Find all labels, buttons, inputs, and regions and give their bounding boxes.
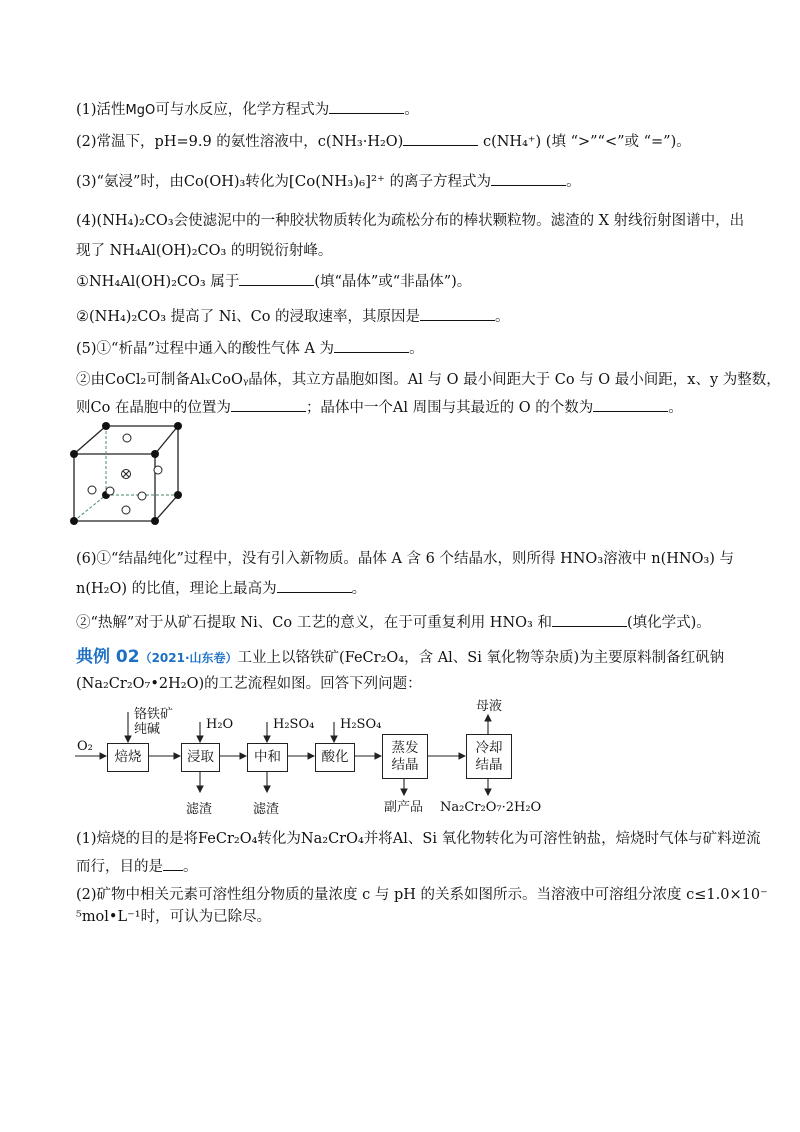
q2-line: (2)常温下，pH=9.9 的氨性溶液中，c(NH₃·H₂O) c(NH₄⁺) (填 “>”“<”或 “=”)。 bbox=[76, 131, 726, 153]
q5-sub1: (5)①“析晶”过程中通入的酸性气体 A 为 。 bbox=[76, 338, 726, 360]
corner-atom bbox=[70, 450, 78, 458]
example-header: 典例 02（2021·山东卷）工业上以铬铁矿(FeCr₂O₄，含 Al、Si 氧化物等杂质)为主要原料制备红矾钠 bbox=[76, 647, 725, 667]
input-water: H₂O bbox=[206, 717, 234, 732]
input-acid-2: H₂SO₄ bbox=[340, 717, 382, 732]
q3-line: (3)“氨浸”时，由Co(OH)₃转化为[Co(NH₃)₆]²⁺ 的离子方程式为 。 bbox=[76, 172, 581, 190]
ex-q1-line1: (1)焙烧的目的是将FeCr₂O₄转化为Na₂CrO₄并将Al、Si 氧化物转化为可溶性钠盐，焙烧时气体与矿料逆流 bbox=[76, 831, 761, 847]
corner-atom bbox=[174, 422, 182, 430]
ex-q2-line1: (2)矿物中相关元素可溶性组分物质的量浓度 c 与 pH 的关系如图所示。当溶液中可溶组分浓度 c≤1.0×10⁻ bbox=[76, 887, 768, 903]
input-acid-1: H₂SO₄ bbox=[273, 717, 315, 732]
q5-sub2-line2: 则Co 在晶胞中的位置为 ；晶体中一个Al 周围与其最近的 O 的个数为 。 bbox=[76, 397, 726, 419]
q5-sub2-line1: ②由CoCl₂可制备AlₓCoOᵧ晶体，其立方晶胞如图。Al 与 O 最小间距大于 Co 与 O 最小间距，x、y 为整数， bbox=[76, 372, 781, 388]
q6-sub1-line1: (6)①“结晶纯化”过程中，没有引入新物质。晶体 A 含 6 个结晶水，则所得 HNO₃溶液中 n(HNO₃) 与 bbox=[76, 551, 735, 567]
q6-sub1-line2: n(H₂O) 的比值，理论上最高为 。 bbox=[76, 578, 726, 600]
q4-sub1: ①NH₄Al(OH)₂CO₃ 属于 (填“晶体”或“非晶体”)。 bbox=[76, 271, 726, 293]
output-byproduct: 副产品 bbox=[384, 800, 424, 815]
step-acidify: 酸化 bbox=[315, 743, 355, 772]
ex-q1-line2: 而行，目的是 。 bbox=[76, 856, 726, 878]
corner-atom bbox=[151, 517, 159, 525]
q1-line: (1)活性MgO可与水反应，化学方程式为 。 bbox=[76, 99, 726, 122]
q5-position-blank[interactable] bbox=[231, 397, 306, 412]
corner-atom bbox=[151, 450, 159, 458]
step-leach: 浸取 bbox=[181, 743, 220, 772]
q4-sub1-blank[interactable] bbox=[239, 271, 314, 286]
q6-formula-blank[interactable] bbox=[552, 612, 627, 627]
q4-sub2: ②(NH₄)₂CO₃ 提高了 Ni、Co 的浸取速率，其原因是 。 bbox=[76, 306, 726, 328]
output-slag-2: 滤渣 bbox=[253, 802, 280, 817]
unit-cell-diagram bbox=[60, 418, 200, 534]
q6-ratio-blank[interactable] bbox=[277, 578, 352, 593]
mother-liquor: 母液 bbox=[476, 699, 503, 714]
ex-q1-blank[interactable] bbox=[163, 856, 183, 871]
q1-answer-blank[interactable] bbox=[329, 99, 404, 114]
body-center-atom bbox=[122, 470, 131, 479]
q4-sub2-blank[interactable] bbox=[420, 306, 495, 321]
q4-line1: (4)(NH₄)₂CO₃会使滤泥中的一种胶状物质转化为疏松分布的棒状颗粒物。滤渣的 X 射线衍射图谱中，出 bbox=[76, 213, 745, 229]
q6-sub2: ②“热解”对于从矿石提取 Ni、Co 工艺的意义，在于可重复利用 HNO₃ 和 (填化学式)。 bbox=[76, 612, 726, 634]
q5-count-blank[interactable] bbox=[593, 397, 668, 412]
q4-line2: 现了 NH₄Al(OH)₂CO₃ 的明锐衍射峰。 bbox=[76, 243, 333, 259]
q5-sub1-blank[interactable] bbox=[334, 338, 409, 353]
face-atom bbox=[122, 506, 130, 514]
step-neutralize: 中和 bbox=[247, 743, 288, 772]
face-atom bbox=[88, 486, 96, 494]
step-cool-crystallize: 冷却 结晶 bbox=[466, 734, 512, 779]
example-line2: (Na₂Cr₂O₇•2H₂O)的工艺流程如图。回答下列问题： bbox=[76, 676, 422, 692]
step-evaporate-crystallize: 蒸发 结晶 bbox=[382, 734, 428, 779]
output-slag-1: 滤渣 bbox=[186, 802, 213, 817]
input-ore: 铬铁矿 bbox=[134, 707, 174, 722]
q2-answer-blank[interactable] bbox=[403, 131, 478, 146]
example-source: （2021·山东卷） bbox=[139, 651, 238, 665]
q3-answer-blank[interactable] bbox=[491, 171, 566, 186]
corner-atom bbox=[102, 422, 110, 430]
corner-atom bbox=[70, 517, 78, 525]
face-atom bbox=[154, 466, 162, 474]
face-atom bbox=[138, 492, 146, 500]
example-title: 典例 02 bbox=[76, 647, 140, 667]
corner-atom bbox=[174, 491, 182, 499]
input-o2: O₂ bbox=[77, 739, 93, 754]
output-product: Na₂Cr₂O₇·2H₂O bbox=[440, 800, 542, 815]
step-roast: 焙烧 bbox=[107, 743, 149, 772]
input-soda: 纯碱 bbox=[134, 722, 161, 737]
face-atom bbox=[123, 434, 131, 442]
face-atom bbox=[106, 487, 114, 495]
ex-q2-line2: ⁵mol•L⁻¹时，可认为已除尽。 bbox=[76, 909, 272, 925]
